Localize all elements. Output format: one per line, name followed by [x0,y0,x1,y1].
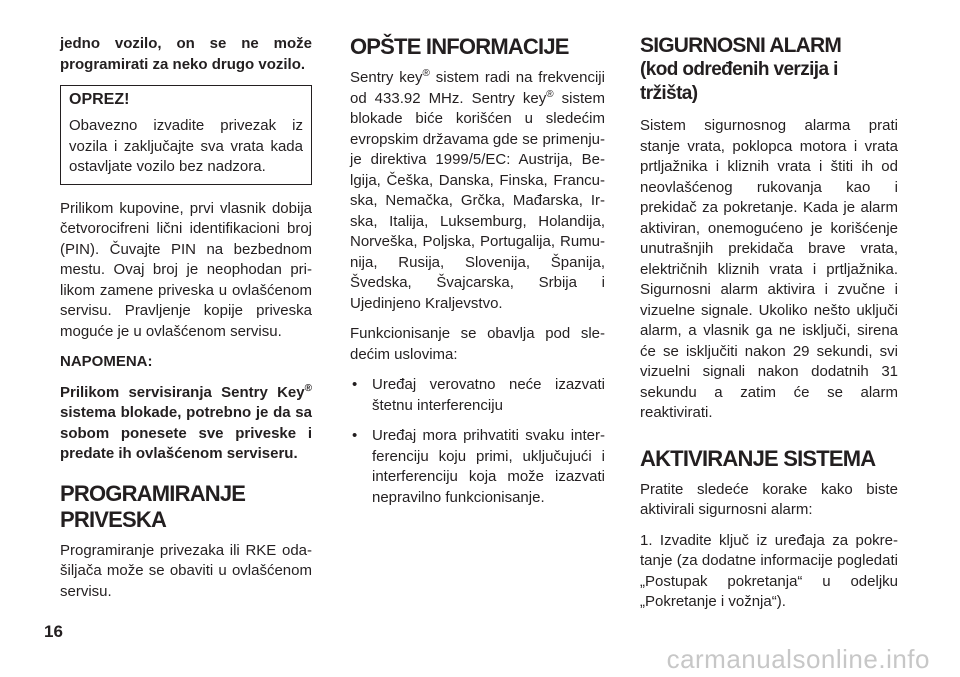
note-label: NAPOMENA: [60,353,153,370]
alarm-paragraph: Sistem sigurnosnog alarma prati stanje vrata, poklopca motora i vrata prtljažnika i kliznih vrata i štiti ih od neovlašćenog rukovanja kao i prekidač za pokretanje. Kada je alarm aktiviran, onemogućeno je korišćenje unutrašnjih prekidača brave vrata, električnih kliznih vrata i prtljažnika. Sigurnosni alarm aktivira i zvučne i vizuelne signale. Ukoliko nešto uključi alarm, a vlasnik ga ne isključi, sirena će se isključiti nakon 29 sekundi, svi vizuelni signali nakon dodatnih 31 sekundu a zatim će se alarm reaktivirati. [640,117,898,421]
page-number: 16 [44,622,63,641]
left-column [60,34,312,612]
bullet-icon: • [352,427,358,444]
list-item: • Uređaj verovatno neće izazvati štetnu interferenciju [352,376,605,414]
section-heading-programming: PROGRAMIRANJE PRIVESKA [60,480,246,532]
section-heading-general: OPŠTE INFORMACIJE [350,34,569,59]
section-heading-activation: AKTIVIRANJE SISTEMA [640,445,876,471]
right-column [640,34,898,623]
programming-paragraph: Programiranje privezaka ili RKE odašiljača može se obaviti u ovlašćenom servisu. [60,541,312,600]
warning-box [60,85,312,185]
activation-step-1: 1. Izvadite ključ iz uređaja za pokretanje (za dodatne informacije pogledati „Postupak pokretanja“ u odeljku „Pokretanje i vožnja“). [640,531,898,610]
conditions-list [350,375,605,508]
pin-paragraph: Prilikom kupovine, prvi vlasnik dobija četvorocifreni lični identifikacioni broj (PIN). Čuvajte PIN na bezbednom mestu. Ovaj broj je neophodan prilikom zamene priveska u ovlašćenom servisu. Pravljenje kopije priveska moguće je u ovlašćenom servisu. [60,199,312,340]
middle-column [350,34,605,518]
general-paragraph: Sentry key® sistem radi na frekvenciji od 433.92 MHz. Sentry key® sistem blokade biće korišćen u sledećim evropskim državama gde se primenjuje direktiva 1999/5/EC: Austrija, Belgija, Češka, Danska, Finska, Francuska, Nemačka, Grčka, Mađarska, Irska, Italija, Luksemburg, Holandija, Norveška, Poljska, Portugalija, Rumunija, Rusija, Slovenija, Španija, Švedska, Švajcarska, Srbija i Ujedinjeno Kraljevstvo. [350,68,605,312]
activation-intro: Pratite sledeće korake kako biste aktivirali sigurnosni alarm: [640,480,898,518]
section-heading-alarm: SIGURNOSNI ALARM (kod određenih verzija i tržišta) [640,34,842,104]
note-text: Prilikom servisiranja Sentry Key® sistema blokade, potrebno je da sa sobom ponesete sve priveske i predate ih ovlašćenom serviseru. [60,382,312,462]
warning-title: OPREZ! [69,91,130,108]
conditions-paragraph: Funkcionisanje se obavlja pod sledećim uslovima: [350,325,605,363]
bullet-icon: • [352,376,358,393]
warning-text: Obavezno izvadite privezak iz vozila i zaključajte sva vrata kada ostavljate vozilo bez nadzora. [69,117,303,175]
intro-text: jedno vozilo, on se ne može programirati za neko drugo vozilo. [60,35,312,73]
watermark: carmanualsonline.info [666,644,930,674]
list-item: • Uređaj mora prihvatiti svaku interferenciju koju primi, uključujući i interferenciju koja može izazvati nepravilno funkcionisanje. [352,427,605,506]
